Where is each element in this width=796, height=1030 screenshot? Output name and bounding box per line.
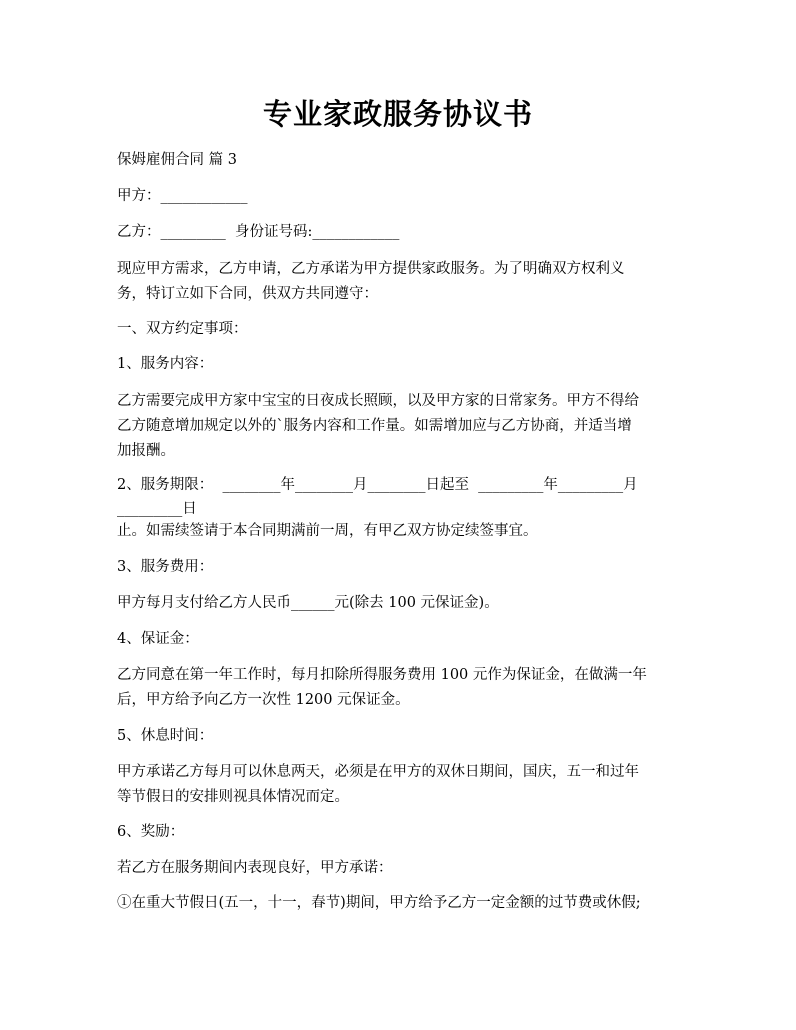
subtitle-line: 保姆雇佣合同 篇 3	[117, 152, 237, 168]
item-5-line-2: 等节假日的安排则视具体情况而定。	[117, 789, 349, 805]
document-title: 专业家政服务协议书	[262, 97, 533, 131]
item-5-heading: 5、休息时间：	[117, 728, 214, 744]
party-b-line: 乙方：_________ 身份证号码:____________	[117, 224, 400, 240]
item-4-heading: 4、保证金：	[117, 631, 199, 647]
item-1-line-2: 乙方随意增加规定以外的`服务内容和工作量。如需增加应与乙方协商，并适当增	[117, 418, 632, 434]
item-3-heading: 3、服务费用：	[117, 559, 214, 575]
item-1-line-1: 乙方需要完成甲方家中宝宝的日夜成长照顾，以及甲方家的日常家务。甲方不得给	[117, 393, 639, 409]
item-5-line-1: 甲方承诺乙方每月可以休息两天，必须是在甲方的双休日期间，国庆，五一和过年	[117, 764, 639, 780]
party-a-line: 甲方：____________	[117, 188, 248, 204]
item-2-continuation: _________日	[117, 501, 197, 517]
item-6-heading: 6、奖励：	[117, 824, 185, 840]
item-2-line: 止。如需续签请于本合同期满前一周，有甲乙双方协定续签事宜。	[117, 523, 538, 539]
intro-line-2: 务，特订立如下合同，供双方共同遵守：	[117, 286, 378, 302]
intro-line-1: 现应甲方需求，乙方申请，乙方承诺为甲方提供家政服务。为了明确双方权利义	[117, 261, 625, 277]
item-6-point-1: ①在重大节假日(五一，十一，春节)期间，甲方给予乙方一定金额的过节费或休假;	[117, 895, 641, 911]
item-1-heading: 1、服务内容：	[117, 356, 214, 372]
section-heading-1: 一、双方约定事项：	[117, 321, 248, 337]
item-6-line: 若乙方在服务期间内表现良好，甲方承诺：	[117, 860, 393, 876]
item-3-line: 甲方每月支付给乙方人民币______元(除去 100 元保证金)。	[117, 595, 499, 611]
item-4-line-1: 乙方同意在第一年工作时，每月扣除所得服务费用 100 元作为保证金，在做满一年	[117, 667, 647, 683]
item-1-line-3: 加报酬。	[117, 443, 175, 459]
item-4-line-2: 后，甲方给予向乙方一次性 1200 元保证金。	[117, 692, 410, 708]
item-2-heading: 2、服务期限： ________年________月________日起至 _________年_________月	[117, 477, 638, 493]
